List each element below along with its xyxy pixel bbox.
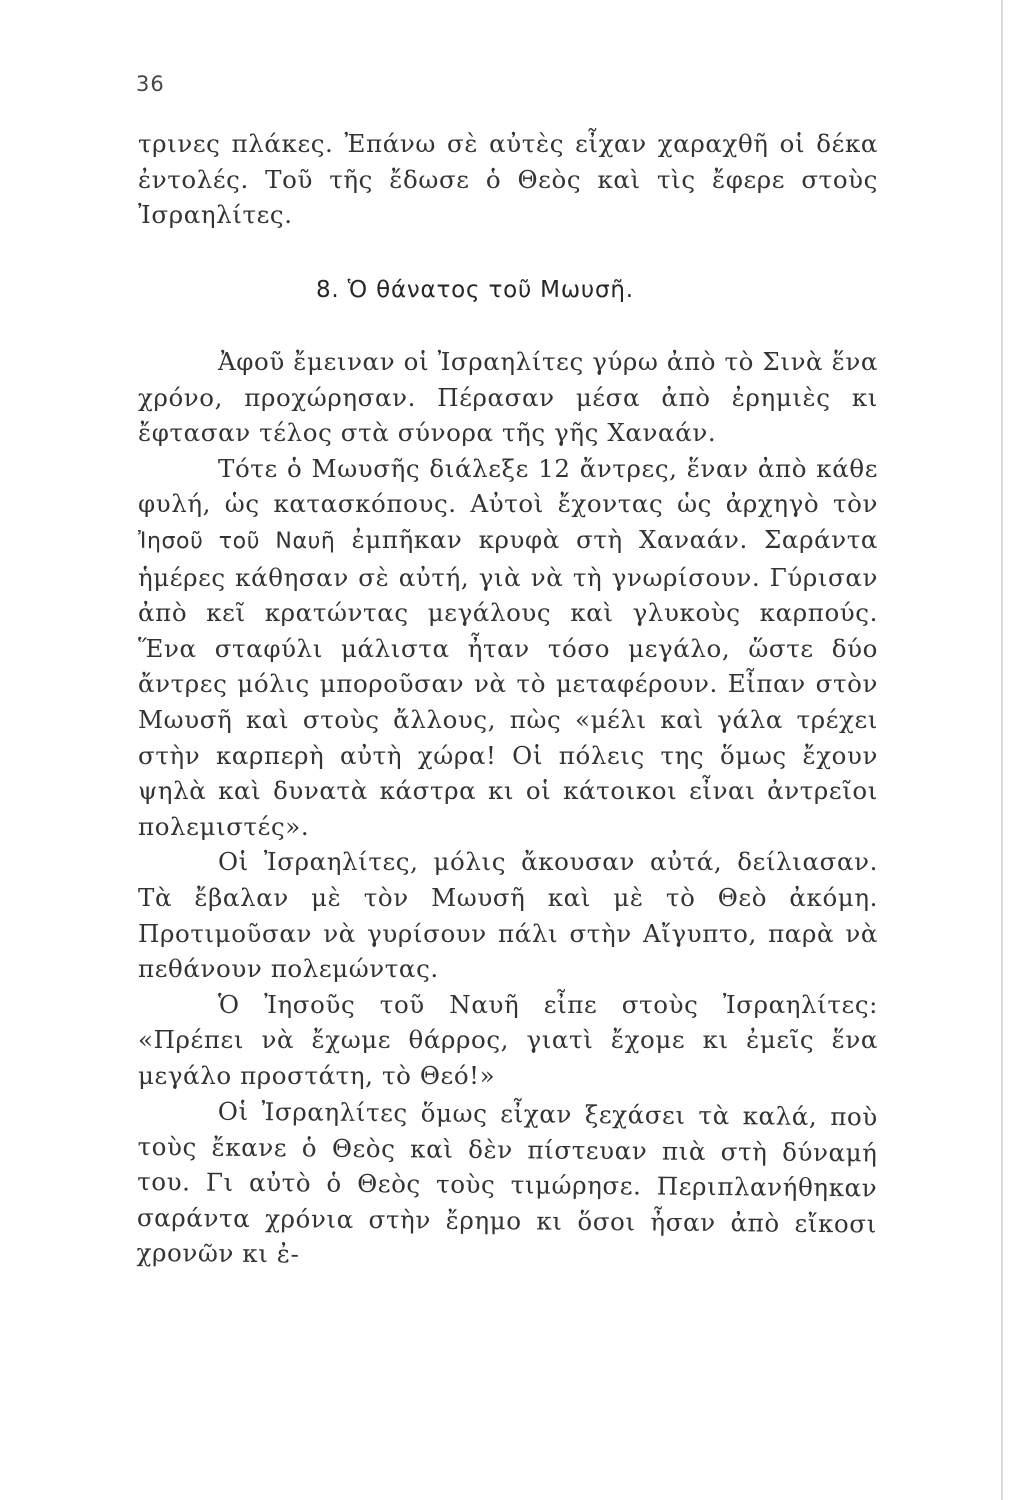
page-edge — [1001, 0, 1003, 1500]
paragraph-1 — [138, 344, 878, 451]
paragraph-3: Οἱ Ἰσραηλίτες, μόλις ἄκουσαν αὐτά, δείλιασαν. Τὰ ἔβαλαν μὲ τὸν Μωυσῆ καὶ μὲ τὸ Θεὸ ἀκόμη. Προτιμοῦσαν νὰ γυρίσουν πάλι στὴν Αἴγυπτο, παρὰ νὰ πεθάνουν πολεμώντας. — [138, 847, 878, 984]
section-body — [138, 344, 878, 1271]
paragraph-2-text-a: Τότε ὁ Μωυσῆς διάλεξε 12 ἄντρες, ἕναν ἀπὸ κάθε φυλή, ὡς κατασκόπους. Αὐτοὶ ἔχοντας ὡς ἀρχηγὸ τὸν — [138, 453, 878, 519]
paragraph-5: Οἱ Ἰσραηλίτες ὅμως εἶχαν ξεχάσει τὰ καλά, ποὺ τοὺς ἔκανε ὁ Θεὸς καὶ δὲν πίστευαν πιὰ στὴ δύναμή του. Γι αὐτὸ ὁ Θεὸς τοὺς τιμώρησε. Περιπλανήθηκαν σαράντα χρόνια στὴν ἔρημο κι ὅσοι ἦσαν ἀπὸ εἴκοσι χρονῶν κι ἐ- — [136, 1097, 878, 1270]
paragraph-1-text: Ἀφοῦ ἔμειναν οἱ Ἰσραηλίτες γύρω ἀπὸ τὸ Σινὰ ἕνα χρόνο, προχώρησαν. Πέρασαν μέσα ἀπὸ ἐρημιὲς κι ἔφτασαν τέλος στὰ σύνορα τῆς γῆς Χαναάν. — [138, 347, 878, 448]
section-heading: 8. Ὁ θάνατος τοῦ Μωυσῆ. — [316, 277, 634, 303]
person-name: Ἰησοῦ τοῦ Ναυῆ — [138, 528, 336, 554]
page-number: 36 — [136, 72, 165, 96]
lead-paragraph: τρινες πλάκες. Ἐπάνω σὲ αὐτὲς εἶχαν χαραχθῆ οἱ δέκα ἐντολές. Τοῦ τῆς ἔδωσε ὁ Θεὸς καὶ τὶς ἔφερε στοὺς Ἰσραηλίτες. — [138, 129, 878, 230]
paragraph-2-text-b: ἐμπῆκαν κρυφὰ στὴ Χαναάν. Σαράντα ἡμέρες κάθησαν σὲ αὐτή, γιὰ νὰ τὴ γνωρίσουν. Γύρισαν ἀπὸ κεῖ κρατώντας μεγάλους καὶ γλυκοὺς καρπούς. Ἕνα σταφύλι μάλιστα ἦταν τόσο μεγάλο, ὥστε δύο ἄντρες μόλις μποροῦσαν νὰ τὸ μεταφέρουν. Εἶπαν στὸν Μωυσῆ καὶ στοὺς ἄλλους, πὼς «μέλι καὶ γάλα τρέχει στὴν καρπερὴ αὐτὴ χώρα! Οἱ πόλεις της ὅμως ἔχουν ψηλὰ καὶ δυνατὰ κάστρα κι οἱ κάτοικοι εἶναι ἀντρεῖοι πολεμιστές». — [138, 524, 879, 841]
paragraph-4: Ὁ Ἰησοῦς τοῦ Ναυῆ εἶπε στοὺς Ἰσραηλίτες: «Πρέπει νὰ ἔχωμε θάρρος, γιατὶ ἔχομε κι ἐμεῖς ἕνα μεγάλο προστάτη, τὸ Θεό!» — [138, 989, 878, 1090]
paragraph-2 — [138, 451, 878, 845]
